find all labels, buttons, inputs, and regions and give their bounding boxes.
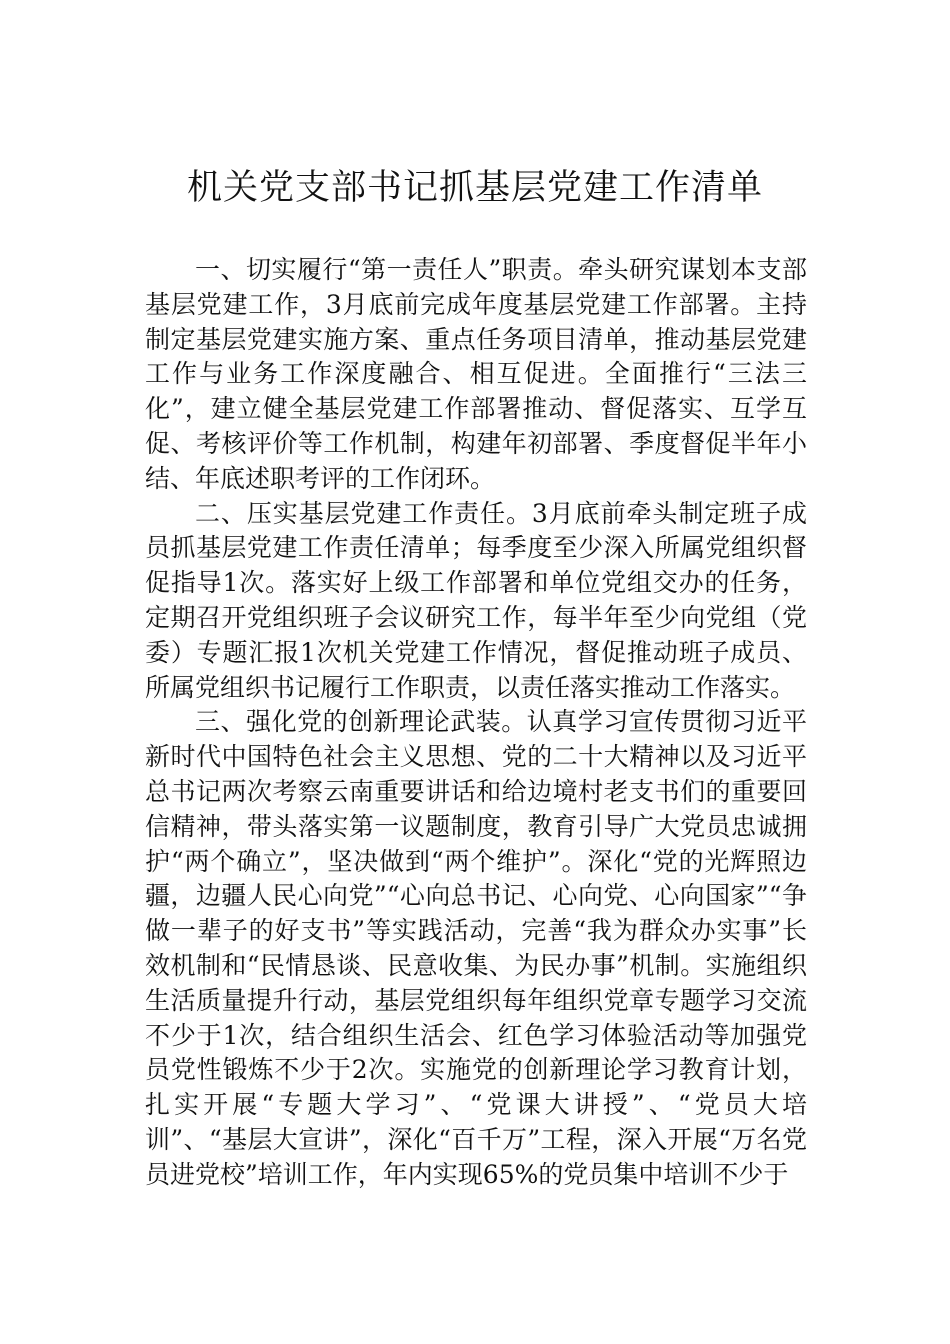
paragraph-theory-study: 三、强化党的创新理论武装。认真学习宣传贯彻习近平新时代中国特色社会主义思想、党的二十大精神以及习近平总书记两次考察云南重要讲话和给边境村老支书们的重要回信精神，带头落实第一议题制度，教育引导广大党员忠诚拥护“两个确立”，坚决做到“两个维护”。深化“党的光辉照边疆，边疆人民心向党”“心向总书记、心向党、心向国家”“争做一辈子的好支书”等实践活动，完善“我为群众办实事”长效机制和“民情恳谈、民意收集、为民办事”机制。实施组织生活质量提升行动，基层党组织每年组织党章专题学习交流不少于1次，结合组织生活会、红色学习体验活动等加强党员党性锻炼不少于2次。实施党的创新理论学习教育计划，扎实开展“专题大学习”、“党课大讲授”、“党员大培训”、“基层大宣讲”，深化“百千万”工程，深入开展“万名党员进党校”培训工作，年内实现65%的党员集中培训不少于 (145, 707, 807, 1189)
document-title: 机关党支部书记抓基层党建工作清单 (186, 168, 763, 208)
paragraph-responsibility: 一、切实履行“第一责任人”职责。牵头研究谋划本支部基层党建工作，3月底前完成年度基层党建工作部署。主持制定基层党建实施方案、重点任务项目清单，推动基层党建工作与业务工作深度融合、相互促进。全面推行“三法三化”，建立健全基层党建工作部署推动、督促落实、互学互促、考核评价等工作机制，构建年初部署、季度督促半年小结、年底述职考评的工作闭环。 (145, 255, 807, 493)
paragraph-accountability: 二、压实基层党建工作责任。3月底前牵头制定班子成员抓基层党建工作责任清单；每季度至少深入所属党组织督促指导1次。落实好上级工作部署和单位党组交办的任务，定期召开党组织班子会议研究工作，每半年至少向党组（党委）专题汇报1次机关党建工作情况，督促推动班子成员、所属党组织书记履行工作职责，以责任落实推动工作落实。 (145, 498, 807, 702)
document-body (145, 253, 807, 1193)
